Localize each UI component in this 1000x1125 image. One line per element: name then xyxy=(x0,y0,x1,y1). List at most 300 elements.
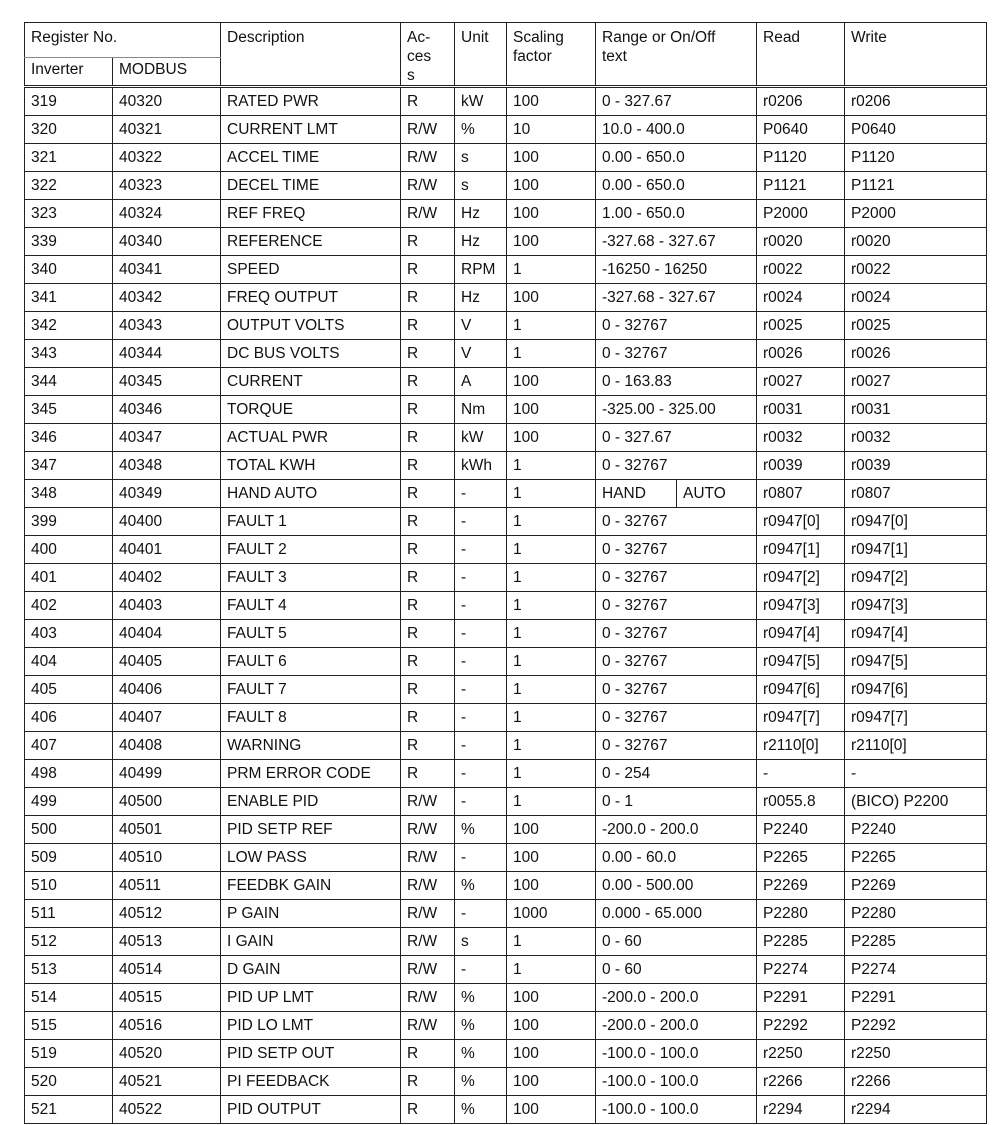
cell-write: r0206 xyxy=(845,87,987,116)
cell-description: D GAIN xyxy=(221,956,401,984)
cell-unit: RPM xyxy=(455,256,507,284)
cell-inverter: 323 xyxy=(25,200,113,228)
cell-read: r0947[4] xyxy=(757,620,845,648)
cell-write: P2280 xyxy=(845,900,987,928)
cell-description: ACCEL TIME xyxy=(221,144,401,172)
cell-modbus: 40321 xyxy=(113,116,221,144)
cell-unit: - xyxy=(455,648,507,676)
cell-inverter: 344 xyxy=(25,368,113,396)
cell-scaling: 1 xyxy=(507,480,596,508)
cell-modbus: 40340 xyxy=(113,228,221,256)
cell-range: 0 - 32767 xyxy=(596,452,757,480)
cell-scaling: 1 xyxy=(507,340,596,368)
cell-scaling: 1 xyxy=(507,592,596,620)
table-row xyxy=(25,172,987,200)
cell-read: P2285 xyxy=(757,928,845,956)
cell-modbus: 40520 xyxy=(113,1040,221,1068)
cell-unit: - xyxy=(455,564,507,592)
cell-description: PI FEEDBACK xyxy=(221,1068,401,1096)
cell-write: r2294 xyxy=(845,1096,987,1124)
cell-unit: % xyxy=(455,1040,507,1068)
cell-write: P0640 xyxy=(845,116,987,144)
cell-read: r0206 xyxy=(757,87,845,116)
cell-range: 0.00 - 650.0 xyxy=(596,144,757,172)
cell-inverter: 513 xyxy=(25,956,113,984)
table-row xyxy=(25,228,987,256)
cell-access: R/W xyxy=(401,788,455,816)
cell-access: R xyxy=(401,424,455,452)
table-row xyxy=(25,256,987,284)
cell-inverter: 339 xyxy=(25,228,113,256)
cell-unit: - xyxy=(455,480,507,508)
table-row xyxy=(25,956,987,984)
cell-description: WARNING xyxy=(221,732,401,760)
header-range-label: Range or On/Off text xyxy=(602,29,716,65)
cell-modbus: 40346 xyxy=(113,396,221,424)
cell-inverter: 514 xyxy=(25,984,113,1012)
cell-range: 0 - 32767 xyxy=(596,536,757,564)
cell-scaling: 100 xyxy=(507,1012,596,1040)
cell-write: r2110[0] xyxy=(845,732,987,760)
table-row xyxy=(25,368,987,396)
cell-unit: - xyxy=(455,704,507,732)
cell-range: 0 - 327.67 xyxy=(596,87,757,116)
cell-scaling: 1 xyxy=(507,760,596,788)
cell-scaling: 100 xyxy=(507,984,596,1012)
header-access-label: Ac-cess xyxy=(407,29,432,84)
cell-description: FAULT 5 xyxy=(221,620,401,648)
cell-access: R xyxy=(401,228,455,256)
cell-scaling: 10 xyxy=(507,116,596,144)
cell-scaling: 100 xyxy=(507,844,596,872)
cell-range: -16250 - 16250 xyxy=(596,256,757,284)
cell-inverter: 498 xyxy=(25,760,113,788)
cell-access: R xyxy=(401,312,455,340)
cell-access: R/W xyxy=(401,984,455,1012)
cell-unit: - xyxy=(455,592,507,620)
cell-description: HAND AUTO xyxy=(221,480,401,508)
cell-modbus: 40320 xyxy=(113,87,221,116)
cell-write: P2000 xyxy=(845,200,987,228)
cell-description: FAULT 7 xyxy=(221,676,401,704)
cell-range: 0.00 - 60.0 xyxy=(596,844,757,872)
cell-inverter: 342 xyxy=(25,312,113,340)
cell-write: r0947[5] xyxy=(845,648,987,676)
cell-write: r2250 xyxy=(845,1040,987,1068)
cell-inverter: 343 xyxy=(25,340,113,368)
cell-inverter: 401 xyxy=(25,564,113,592)
cell-scaling: 1 xyxy=(507,732,596,760)
cell-inverter: 509 xyxy=(25,844,113,872)
cell-write: r0947[3] xyxy=(845,592,987,620)
cell-unit: - xyxy=(455,536,507,564)
cell-write: r0947[0] xyxy=(845,508,987,536)
cell-unit: % xyxy=(455,1096,507,1124)
cell-inverter: 320 xyxy=(25,116,113,144)
cell-scaling: 1 xyxy=(507,564,596,592)
table-row xyxy=(25,536,987,564)
modbus-register-table xyxy=(24,22,987,1124)
table-row xyxy=(25,340,987,368)
cell-unit: - xyxy=(455,732,507,760)
table-row xyxy=(25,144,987,172)
cell-read: r0031 xyxy=(757,396,845,424)
table-row xyxy=(25,844,987,872)
cell-unit: A xyxy=(455,368,507,396)
cell-write: - xyxy=(845,760,987,788)
cell-unit: % xyxy=(455,1068,507,1096)
cell-write: P2291 xyxy=(845,984,987,1012)
cell-range: -100.0 - 100.0 xyxy=(596,1096,757,1124)
cell-range: 1.00 - 650.0 xyxy=(596,200,757,228)
cell-inverter: 499 xyxy=(25,788,113,816)
cell-inverter: 319 xyxy=(25,87,113,116)
cell-inverter: 404 xyxy=(25,648,113,676)
cell-access: R/W xyxy=(401,956,455,984)
cell-write: r0947[4] xyxy=(845,620,987,648)
table-header-row xyxy=(25,23,987,58)
cell-inverter: 405 xyxy=(25,676,113,704)
cell-read: - xyxy=(757,760,845,788)
cell-write: P2285 xyxy=(845,928,987,956)
cell-modbus: 40511 xyxy=(113,872,221,900)
cell-read: r2250 xyxy=(757,1040,845,1068)
header-description: Description xyxy=(221,23,401,87)
cell-description: PRM ERROR CODE xyxy=(221,760,401,788)
cell-unit: Nm xyxy=(455,396,507,424)
cell-read: r0947[2] xyxy=(757,564,845,592)
cell-description: PID UP LMT xyxy=(221,984,401,1012)
cell-description: P GAIN xyxy=(221,900,401,928)
cell-modbus: 40403 xyxy=(113,592,221,620)
cell-unit: kW xyxy=(455,424,507,452)
cell-scaling: 1 xyxy=(507,508,596,536)
cell-read: P2280 xyxy=(757,900,845,928)
cell-read: r0947[1] xyxy=(757,536,845,564)
cell-read: P0640 xyxy=(757,116,845,144)
table-row xyxy=(25,928,987,956)
cell-write: P2265 xyxy=(845,844,987,872)
cell-scaling: 100 xyxy=(507,144,596,172)
cell-read: P2240 xyxy=(757,816,845,844)
cell-unit: Hz xyxy=(455,284,507,312)
cell-modbus: 40516 xyxy=(113,1012,221,1040)
cell-modbus: 40349 xyxy=(113,480,221,508)
cell-read: r0020 xyxy=(757,228,845,256)
cell-write: r0026 xyxy=(845,340,987,368)
cell-unit: s xyxy=(455,928,507,956)
cell-range: -200.0 - 200.0 xyxy=(596,1012,757,1040)
table-row xyxy=(25,900,987,928)
cell-read: P2291 xyxy=(757,984,845,1012)
cell-description: SPEED xyxy=(221,256,401,284)
cell-range: 0 - 32767 xyxy=(596,312,757,340)
cell-modbus: 40406 xyxy=(113,676,221,704)
table-row xyxy=(25,620,987,648)
cell-range: 0 - 32767 xyxy=(596,340,757,368)
cell-range: 0 - 32767 xyxy=(596,732,757,760)
cell-unit: Hz xyxy=(455,200,507,228)
cell-range: 0 - 32767 xyxy=(596,592,757,620)
cell-description: ENABLE PID xyxy=(221,788,401,816)
table-row xyxy=(25,648,987,676)
cell-write: r0947[7] xyxy=(845,704,987,732)
header-range xyxy=(596,23,757,87)
cell-inverter: 345 xyxy=(25,396,113,424)
cell-description: TORQUE xyxy=(221,396,401,424)
cell-range: -200.0 - 200.0 xyxy=(596,984,757,1012)
cell-modbus: 40345 xyxy=(113,368,221,396)
cell-scaling: 100 xyxy=(507,816,596,844)
cell-inverter: 520 xyxy=(25,1068,113,1096)
cell-modbus: 40521 xyxy=(113,1068,221,1096)
cell-unit: Hz xyxy=(455,228,507,256)
table-row xyxy=(25,480,987,508)
cell-access: R xyxy=(401,256,455,284)
cell-inverter: 515 xyxy=(25,1012,113,1040)
cell-write: r0947[1] xyxy=(845,536,987,564)
table-row xyxy=(25,732,987,760)
cell-description: I GAIN xyxy=(221,928,401,956)
table-body xyxy=(25,87,987,1124)
cell-read: r0947[6] xyxy=(757,676,845,704)
cell-read: P2274 xyxy=(757,956,845,984)
cell-inverter: 510 xyxy=(25,872,113,900)
cell-modbus: 40515 xyxy=(113,984,221,1012)
cell-unit: - xyxy=(455,620,507,648)
cell-description: RATED PWR xyxy=(221,87,401,116)
cell-write: r0024 xyxy=(845,284,987,312)
cell-write: r0032 xyxy=(845,424,987,452)
cell-scaling: 100 xyxy=(507,872,596,900)
cell-modbus: 40407 xyxy=(113,704,221,732)
cell-description: REF FREQ xyxy=(221,200,401,228)
cell-description: FAULT 1 xyxy=(221,508,401,536)
cell-description: FAULT 4 xyxy=(221,592,401,620)
cell-range: -327.68 - 327.67 xyxy=(596,228,757,256)
cell-scaling: 100 xyxy=(507,1068,596,1096)
cell-description: TOTAL KWH xyxy=(221,452,401,480)
cell-write: r0807 xyxy=(845,480,987,508)
cell-description: FREQ OUTPUT xyxy=(221,284,401,312)
cell-description: CURRENT xyxy=(221,368,401,396)
cell-description: ACTUAL PWR xyxy=(221,424,401,452)
cell-range: -200.0 - 200.0 xyxy=(596,816,757,844)
cell-scaling: 100 xyxy=(507,396,596,424)
cell-access: R/W xyxy=(401,116,455,144)
cell-access: R/W xyxy=(401,844,455,872)
cell-inverter: 403 xyxy=(25,620,113,648)
cell-unit: kW xyxy=(455,87,507,116)
cell-scaling: 1 xyxy=(507,704,596,732)
cell-inverter: 406 xyxy=(25,704,113,732)
cell-inverter: 519 xyxy=(25,1040,113,1068)
cell-unit: % xyxy=(455,116,507,144)
cell-unit: - xyxy=(455,900,507,928)
cell-modbus: 40323 xyxy=(113,172,221,200)
cell-description: PID SETP REF xyxy=(221,816,401,844)
cell-write: r0020 xyxy=(845,228,987,256)
cell-access: R xyxy=(401,760,455,788)
cell-scaling: 1 xyxy=(507,312,596,340)
cell-range: 0 - 254 xyxy=(596,760,757,788)
cell-access: R/W xyxy=(401,816,455,844)
cell-read: r0027 xyxy=(757,368,845,396)
cell-access: R xyxy=(401,396,455,424)
header-register-no: Register No. xyxy=(25,23,221,58)
cell-scaling: 100 xyxy=(507,87,596,116)
cell-modbus: 40513 xyxy=(113,928,221,956)
header-access xyxy=(401,23,455,87)
cell-access: R xyxy=(401,1040,455,1068)
cell-range: 0 - 60 xyxy=(596,956,757,984)
header-scaling xyxy=(507,23,596,87)
table-row xyxy=(25,704,987,732)
table-row xyxy=(25,424,987,452)
header-modbus: MODBUS xyxy=(113,57,221,86)
table-row xyxy=(25,116,987,144)
cell-write: r0039 xyxy=(845,452,987,480)
cell-inverter: 341 xyxy=(25,284,113,312)
cell-modbus: 40404 xyxy=(113,620,221,648)
cell-write: P2274 xyxy=(845,956,987,984)
cell-write: r0027 xyxy=(845,368,987,396)
table-row xyxy=(25,592,987,620)
cell-range: 0 - 163.83 xyxy=(596,368,757,396)
cell-read: r2110[0] xyxy=(757,732,845,760)
cell-access: R/W xyxy=(401,928,455,956)
cell-unit: - xyxy=(455,676,507,704)
cell-access: R xyxy=(401,340,455,368)
cell-modbus: 40499 xyxy=(113,760,221,788)
cell-description: FAULT 2 xyxy=(221,536,401,564)
cell-read: r0025 xyxy=(757,312,845,340)
cell-description: DC BUS VOLTS xyxy=(221,340,401,368)
cell-scaling: 1 xyxy=(507,256,596,284)
cell-scaling: 100 xyxy=(507,284,596,312)
cell-scaling: 100 xyxy=(507,1040,596,1068)
cell-unit: V xyxy=(455,340,507,368)
cell-write: r0022 xyxy=(845,256,987,284)
cell-description: PID OUTPUT xyxy=(221,1096,401,1124)
table-row xyxy=(25,508,987,536)
cell-read: r0022 xyxy=(757,256,845,284)
cell-modbus: 40341 xyxy=(113,256,221,284)
cell-access: R/W xyxy=(401,144,455,172)
cell-write: r0025 xyxy=(845,312,987,340)
cell-scaling: 100 xyxy=(507,424,596,452)
cell-access: R/W xyxy=(401,900,455,928)
table-row xyxy=(25,1012,987,1040)
cell-inverter: 512 xyxy=(25,928,113,956)
table-row xyxy=(25,284,987,312)
cell-modbus: 40402 xyxy=(113,564,221,592)
cell-description: FAULT 8 xyxy=(221,704,401,732)
cell-inverter: 340 xyxy=(25,256,113,284)
cell-access: R xyxy=(401,536,455,564)
cell-unit: - xyxy=(455,844,507,872)
cell-read: P2000 xyxy=(757,200,845,228)
cell-description: FEEDBK GAIN xyxy=(221,872,401,900)
cell-range: 0 - 327.67 xyxy=(596,424,757,452)
cell-inverter: 347 xyxy=(25,452,113,480)
cell-access: R/W xyxy=(401,872,455,900)
cell-inverter: 500 xyxy=(25,816,113,844)
header-scaling-label: Scaling factor xyxy=(513,29,564,65)
cell-modbus: 40522 xyxy=(113,1096,221,1124)
cell-access: R xyxy=(401,564,455,592)
cell-modbus: 40500 xyxy=(113,788,221,816)
cell-range: 0 - 32767 xyxy=(596,704,757,732)
cell-access: R xyxy=(401,452,455,480)
cell-access: R/W xyxy=(401,200,455,228)
cell-read: r2294 xyxy=(757,1096,845,1124)
cell-range: 0 - 32767 xyxy=(596,508,757,536)
cell-unit: - xyxy=(455,508,507,536)
cell-inverter: 348 xyxy=(25,480,113,508)
cell-unit: % xyxy=(455,816,507,844)
cell-scaling: 1 xyxy=(507,788,596,816)
table-row xyxy=(25,788,987,816)
cell-modbus: 40405 xyxy=(113,648,221,676)
cell-access: R xyxy=(401,732,455,760)
cell-scaling: 1000 xyxy=(507,900,596,928)
cell-access: R xyxy=(401,592,455,620)
cell-read: P2269 xyxy=(757,872,845,900)
cell-access: R xyxy=(401,284,455,312)
cell-unit: kWh xyxy=(455,452,507,480)
cell-unit: % xyxy=(455,1012,507,1040)
cell-unit: V xyxy=(455,312,507,340)
table-row xyxy=(25,1068,987,1096)
cell-modbus: 40344 xyxy=(113,340,221,368)
cell-access: R xyxy=(401,620,455,648)
cell-read: r0807 xyxy=(757,480,845,508)
cell-unit: - xyxy=(455,956,507,984)
cell-scaling: 1 xyxy=(507,620,596,648)
cell-scaling: 1 xyxy=(507,956,596,984)
cell-range: 0.00 - 650.0 xyxy=(596,172,757,200)
cell-read: r0039 xyxy=(757,452,845,480)
cell-write: P1120 xyxy=(845,144,987,172)
cell-description: OUTPUT VOLTS xyxy=(221,312,401,340)
cell-modbus: 40510 xyxy=(113,844,221,872)
cell-write: r2266 xyxy=(845,1068,987,1096)
cell-inverter: 399 xyxy=(25,508,113,536)
header-read: Read xyxy=(757,23,845,87)
cell-write: P2292 xyxy=(845,1012,987,1040)
cell-read: P1121 xyxy=(757,172,845,200)
range-on-text: HAND xyxy=(602,485,646,502)
cell-range: -327.68 - 327.67 xyxy=(596,284,757,312)
cell-range xyxy=(596,480,757,508)
cell-range: 0.000 - 65.000 xyxy=(596,900,757,928)
cell-description: DECEL TIME xyxy=(221,172,401,200)
table-row xyxy=(25,87,987,116)
cell-range: 0.00 - 500.00 xyxy=(596,872,757,900)
cell-scaling: 1 xyxy=(507,648,596,676)
cell-range: 0 - 1 xyxy=(596,788,757,816)
cell-modbus: 40400 xyxy=(113,508,221,536)
cell-description: LOW PASS xyxy=(221,844,401,872)
table-row xyxy=(25,984,987,1012)
cell-range: -100.0 - 100.0 xyxy=(596,1068,757,1096)
cell-read: r0947[3] xyxy=(757,592,845,620)
cell-scaling: 100 xyxy=(507,228,596,256)
cell-inverter: 402 xyxy=(25,592,113,620)
cell-write: (BICO) P2200 xyxy=(845,788,987,816)
cell-inverter: 346 xyxy=(25,424,113,452)
